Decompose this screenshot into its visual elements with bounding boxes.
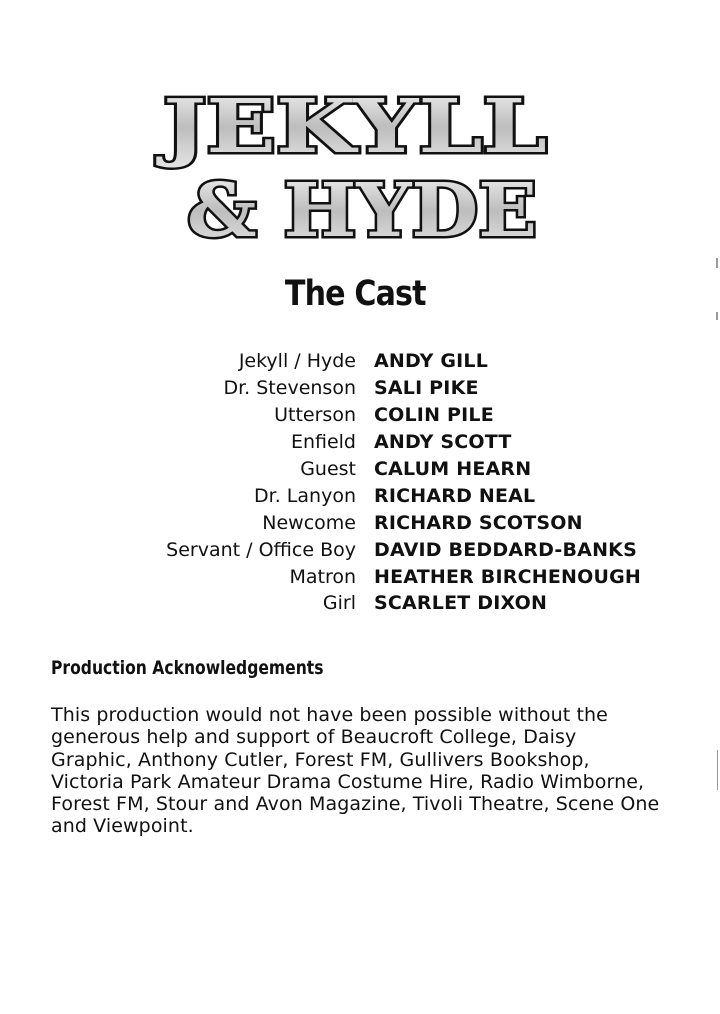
cast-row xyxy=(100,563,700,590)
cast-role: Utterson xyxy=(274,404,356,427)
scan-edge-mark xyxy=(716,312,718,320)
cast-row xyxy=(100,348,700,375)
cast-actor: RICHARD NEAL xyxy=(374,484,536,507)
cast-actor: CALUM HEARN xyxy=(374,458,532,480)
acknowledgements-line: Victoria Park Amateur Drama Costume Hire, Radio Wimborne, xyxy=(51,770,645,793)
cast-role: Guest xyxy=(300,458,356,480)
cast-actor: HEATHER BIRCHENOUGH xyxy=(374,565,641,588)
cast-row xyxy=(100,402,700,429)
cast-role: Dr. Stevenson xyxy=(223,377,356,400)
cast-role: Dr. Lanyon xyxy=(254,484,356,507)
cast-row xyxy=(100,590,700,617)
cast-row xyxy=(100,456,700,483)
cast-row xyxy=(100,429,700,456)
cast-role: Matron xyxy=(289,565,356,588)
show-logo xyxy=(150,60,560,255)
cast-actor: RICHARD SCOTSON xyxy=(374,511,583,534)
cast-actor: ANDY SCOTT xyxy=(374,431,512,454)
show-logo-graphic xyxy=(150,60,560,255)
cast-actor: SCARLET DIXON xyxy=(374,592,548,615)
acknowledgements-line: and Viewpoint. xyxy=(51,815,194,838)
acknowledgements-heading: Production Acknowledgements xyxy=(51,657,324,679)
scan-edge-mark xyxy=(716,258,718,268)
cast-row xyxy=(100,509,700,536)
cast-role: Jekyll / Hyde xyxy=(238,350,356,373)
logo-title-line1: JEKYLL xyxy=(155,84,547,170)
acknowledgements-line: Graphic, Anthony Cutler, Forest FM, Gullivers Bookshop, xyxy=(51,748,590,771)
cast-title: The Cast xyxy=(284,274,426,314)
cast-role: Girl xyxy=(322,592,356,615)
cast-actor: SALI PIKE xyxy=(374,377,479,400)
cast-actor: COLIN PILE xyxy=(374,404,494,427)
cast-list xyxy=(100,348,700,617)
cast-actor: DAVID BEDDARD-BANKS xyxy=(374,538,637,561)
cast-role: Servant / Office Boy xyxy=(166,538,356,561)
acknowledgements-line: generous help and support of Beaucroft College, Daisy xyxy=(51,726,577,749)
cast-row xyxy=(100,482,700,509)
cast-row xyxy=(100,536,700,563)
cast-role: Newcome xyxy=(262,511,356,534)
acknowledgements-text xyxy=(51,704,671,838)
acknowledgements-line: Forest FM, Stour and Avon Magazine, Tivoli Theatre, Scene One xyxy=(51,793,660,816)
logo-title-line2: & HYDE xyxy=(187,168,537,254)
cast-row xyxy=(100,375,700,402)
cast-role: Enfield xyxy=(290,431,356,454)
acknowledgements-line: This production would not have been possible without the xyxy=(51,704,608,726)
cast-actor: ANDY GILL xyxy=(374,350,489,373)
scan-edge-mark xyxy=(717,750,718,790)
